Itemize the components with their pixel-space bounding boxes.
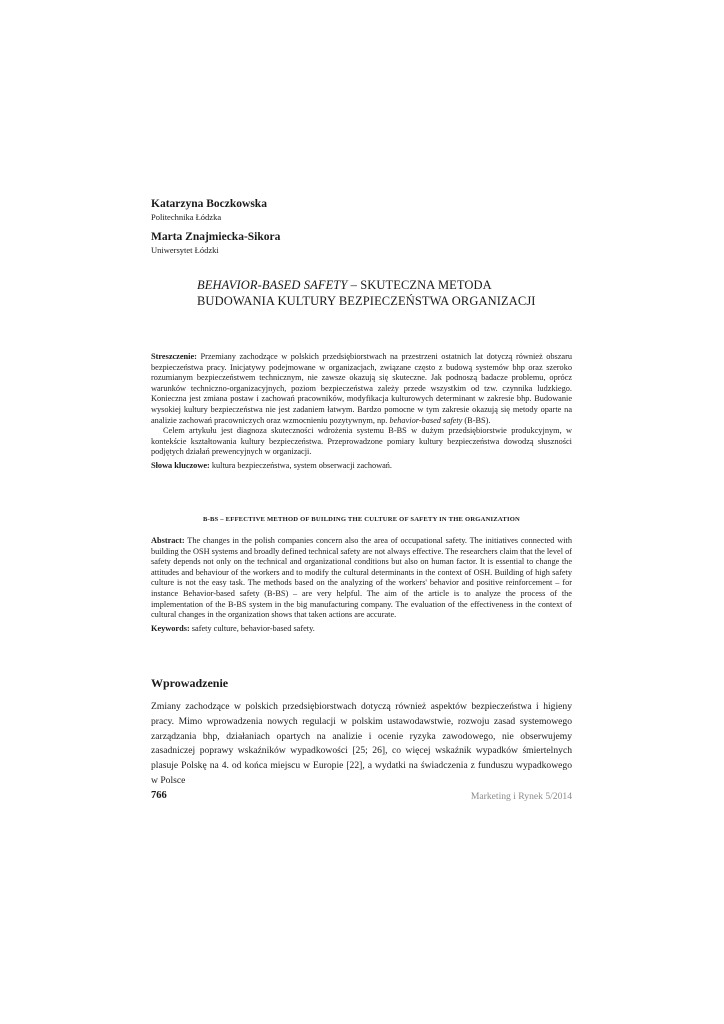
section-paragraph: Zmiany zachodzące w polskich przedsiębiorstwach dotyczą również aspektów bezpieczeństwa i higieny pracy. Mimo wprowadzenia nowych regulacji w polskim ustawodawstwie, rozwoju zasad systemowego zarządzania bhp, działaniach opartych na analizie i ocenie ryzyka zawodowego, nie obserwujemy zasadniczej poprawy wskaźników wypadkowości [25; 26], co więcej wskaźnik wypadków śmiertelnych plasuje Polskę na 4. od końca miejscu w Europie [22], a wydatki na świadczenia z funduszu wypadkowego w Polsce — [151, 701, 572, 786]
abstract-en-keywords-text: safety culture, behavior-based safety. — [189, 623, 315, 633]
abstract-en-text: The changes in the polish companies concern also the area of occupational safety. The initiatives connected with building the OSH systems and broadly defined technical safety are not always effective. The researchers claim that the level of safety depends not only on the technical and organizational conditions but also on human factor. It is essential to change the attitudes and behaviour of the workers and to modify the cultural determinants in the context of OSH. Building of high safety culture is not the easy task. The methods based on the analyzing of the workers' behavior and positive reinforcement – for instance Behavior-based safety (B-BS) – are very helpful. The aim of the article is to analyze the process of the implementation of the B-BS system in the big manufacturing company. The evaluation of the effectiveness in the context of cultural changes in the organization shows that taken actions are accurate. — [151, 536, 572, 620]
abstract-pl-keywords-label: Słowa kluczowe: — [151, 460, 210, 470]
abstract-en — [151, 536, 572, 634]
abstract-pl-label: Streszczenie: — [151, 352, 197, 361]
abstract-pl-keywords-text: kultura bezpieczeństwa, system obserwacji zachowań. — [209, 460, 393, 470]
title-line-1 — [197, 277, 617, 293]
journal-name: Marketing i Rynek 5/2014 — [470, 791, 572, 802]
abstract-pl-text-1-end: (B-BS). — [462, 415, 491, 425]
abstract-pl-paragraph-1 — [151, 352, 572, 426]
english-title: B-BS – EFFECTIVE METHOD OF BUILDING THE CULTURE OF SAFETY IN THE ORGANIZATION — [202, 516, 521, 523]
abstract-pl-keywords — [151, 461, 572, 472]
author-2-affiliation: Uniwersytet Łódzki — [151, 245, 219, 255]
abstract-en-paragraph — [151, 536, 572, 621]
abstract-en-label: Abstract: — [151, 536, 185, 545]
author-2-name: Marta Znajmiecka-Sikora — [151, 231, 281, 243]
abstract-en-keywords — [151, 624, 572, 635]
abstract-pl — [151, 352, 572, 472]
abstract-pl-italic-term: behavior-based safety — [389, 415, 463, 425]
section-body — [151, 700, 572, 789]
author-1-name: Katarzyna Boczkowska — [151, 198, 267, 210]
section-heading: Wprowadzenie — [151, 676, 229, 690]
abstract-pl-text-1: Przemiany zachodzące w polskich przedsiębiorstwach na przestrzeni ostatnich lat dotyczą również obszaru bezpieczeństwa pracy. Inicjatywy podejmowane w organizacjach, związane często z budową systemów bhp oraz szeroko rozumianym bezpieczeństwem technicznym, nie zawsze okazują się skuteczne. Jak podnoszą badacze problemu, oprócz warunków techniczno-organizacyjnych, poziom bezpieczeństwa zależy przede wszystkim od tzw. czynnika ludzkiego. Konieczna jest zmiana postaw i zachowań pracowników, modyfikacja kulturowych determinant w zakresie bhp. Budowanie wysokiej kultury bezpieczeństwa nie jest zadaniem łatwym. Bardzo pomocne w tym zakresie okazują się metody oparte na analizie zachowań pracowniczych oraz wzmocnieniu pozytywnym, np. — [151, 352, 573, 425]
abstract-pl-paragraph-2: Celem artykułu jest diagnoza skuteczności wdrożenia systemu B-BS w dużym przedsiębiorstwie produkcyjnym, w kontekście kształtowania kultury bezpieczeństwa. Przeprowadzone pomiary kultury bezpieczeństwa dowodzą słuszności podjętych działań prewencyjnych w organizacji. — [151, 426, 572, 457]
abstract-en-keywords-label: Keywords: — [151, 623, 190, 633]
title-line-1-rest: – SKUTECZNA METODA — [347, 278, 492, 292]
article-title — [197, 277, 617, 309]
page-number: 766 — [151, 790, 167, 801]
author-1-affiliation: Politechnika Łódzka — [151, 212, 222, 222]
title-italic-part: BEHAVIOR-BASED SAFETY — [197, 278, 348, 292]
title-line-2: BUDOWANIA KULTURY BEZPIECZEŃSTWA ORGANIZACJI — [197, 294, 536, 308]
